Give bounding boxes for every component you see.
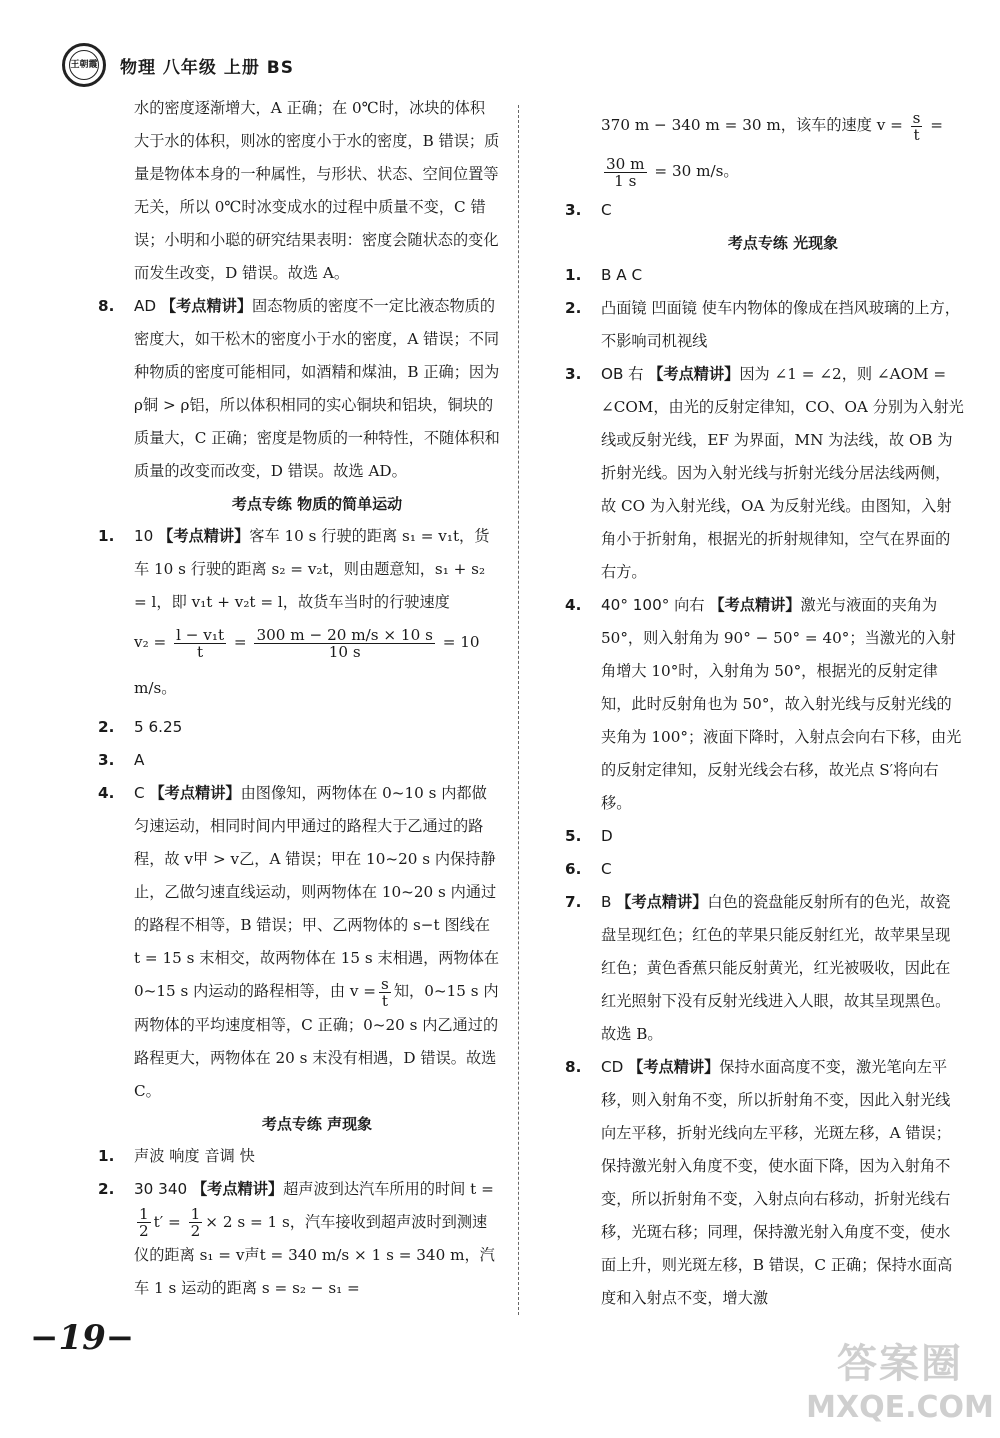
- answer-value: B A C: [601, 266, 643, 284]
- item-number: 4.: [98, 784, 115, 802]
- answer-item-3-motion: [98, 744, 500, 777]
- continued-answer-text: 水的密度逐渐增大，A 正确；在 0℃时，冰块的体积大于水的体积，则冰的密度小于水的密度，B 错误；质量是物体本身的一种属性，与形状、状态、空间位置等无关，所以 0℃时冰变成水的过程中质量不变，C 错误；小明和小聪的研究结果表明：密度会随状态的变化而发生改变，D 错误。故选 A。: [134, 99, 500, 282]
- answer-item-2-light: [565, 292, 965, 358]
- section-title-motion: 考点专练 物质的简单运动: [231, 495, 403, 513]
- explanation-text: 超声波到达汽车所用的时间 t =: [283, 1179, 494, 1198]
- item-number: 2.: [98, 718, 115, 736]
- item-number: 2.: [565, 299, 582, 317]
- answer-value: C: [601, 201, 612, 219]
- section-title-light: 考点专练 光现象: [727, 234, 839, 252]
- item-number: 3.: [565, 365, 582, 383]
- answer-item-8: [98, 290, 500, 488]
- denominator: 10 s: [328, 642, 361, 661]
- fraction: [137, 1206, 151, 1239]
- explanation-text: 白色的瓷盘能反射所有的色光，故瓷盘呈现红色；红色的苹果只能反射红光，故苹果呈现红色；黄色香蕉只能反射黄光，红光被吸收，因此在红光照射下没有反射光线进入人眼，故其呈现黑色。故选 B。: [601, 893, 951, 1043]
- watermark: [800, 1338, 1000, 1438]
- watermark-logo-text: 答案圈: [837, 1341, 963, 1387]
- answer-value: D: [601, 827, 613, 845]
- left-column: [98, 92, 500, 1305]
- item-number: 5.: [565, 827, 582, 845]
- answer-value: OB 右: [601, 365, 644, 383]
- page-number: −19−: [30, 1318, 135, 1358]
- explanation-text: 保持水面高度不变，激光笔向左平移，则入射角不变，所以折射角不变，因此入射光线向左平移，折射光线向左平移，光斑左移，A 错误；保持激光射入角度不变，使水面下降，因为入射角不变，所以折射角不变，入射点向右移动，折射光线右移，光斑右移；同理，保持激光射入角度不变，使水面上升，则光斑左移，B 错误，C 正确；保持水面高度和入射点不变，增大激: [601, 1058, 953, 1307]
- answer-value: 声波 响度 音调 快: [134, 1146, 255, 1165]
- explanation-tag: 【考点精讲】: [616, 893, 708, 911]
- explanation-tag: 【考点精讲】: [628, 1058, 720, 1076]
- explanation-tag: 【考点精讲】: [158, 527, 250, 545]
- numerator: 300 m − 20 m/s × 10 s: [256, 625, 433, 644]
- answer-item-5-light: [565, 820, 965, 853]
- numerator: 1: [139, 1205, 149, 1223]
- watermark-url: MXQE.COM: [806, 1390, 994, 1425]
- explanation-tag: 【考点精讲】: [648, 365, 740, 383]
- equation-result: = 10 m/s。: [134, 633, 480, 697]
- fraction: [174, 627, 226, 660]
- item-number: 4.: [565, 596, 582, 614]
- numerator: s: [912, 108, 921, 127]
- answer-item-1-light: [565, 259, 965, 292]
- denominator: 2: [139, 1222, 149, 1240]
- denominator: t: [381, 991, 388, 1010]
- answer-choice: C: [134, 784, 145, 802]
- answer-item-4-motion: [98, 777, 500, 1108]
- item-number: 6.: [565, 860, 582, 878]
- item-number: 3.: [565, 201, 582, 219]
- item-number: 1.: [98, 527, 115, 545]
- numerator: s: [381, 974, 389, 993]
- speed-calculation: [565, 102, 965, 194]
- answer-value: C: [601, 860, 612, 878]
- denominator: 2: [190, 1222, 201, 1240]
- equals-sign: =: [233, 633, 247, 651]
- fraction: [189, 1206, 203, 1239]
- answer-choice: AD: [134, 297, 157, 315]
- answer-choice: B: [601, 893, 612, 911]
- explanation-tag: 【考点精讲】: [160, 297, 253, 315]
- answer-value: 40° 100° 向右: [601, 596, 705, 614]
- book-title: 物理 八年级 上册 BS: [120, 57, 294, 78]
- item-number: 2.: [98, 1179, 115, 1198]
- item-number: 1.: [98, 1146, 115, 1165]
- section-title-sound: 考点专练 声现象: [261, 1114, 373, 1133]
- equation-lhs: v₂ =: [134, 633, 167, 651]
- velocity-equation: [134, 619, 500, 711]
- fraction: [911, 110, 923, 143]
- answer-item-4-light: [565, 589, 965, 820]
- explanation-text: 因为 ∠1 = ∠2，则 ∠AOM = ∠COM，由光的反射定律知，CO、OA 分别为入射光线或反射光线，EF 为界面，MN 为法线，故 OB 为折射光线。因为入射光线与折射光线分居法线两侧，故 CO 为入射光线，OA 为反射光线。由图知，入射角小于折射角，根据光的折射规律知，空气在界面的右方。: [601, 365, 964, 581]
- answer-item-3-sound: [565, 194, 965, 227]
- answer-value: 凸面镜 凹面镜 使车内物体的像成在挡风玻璃的上方，不影响司机视线: [601, 299, 960, 350]
- explanation-text: 激光与液面的夹角为 50°，则入射角为 90° − 50° = 40°；当激光的入射角增大 10°时，入射角为 50°，根据光的反射定律知，此时反射角也为 50°，故入射光线与反射光线的夹角为 100°；液面下降时，入射点会向右下移，由光的反射定律知，反射光线会右移，故光点 S′将向右移。: [601, 596, 962, 812]
- answer-choice: CD: [601, 1058, 624, 1076]
- answer-item-1-motion: [98, 520, 500, 711]
- item-number: 7.: [565, 893, 582, 911]
- answer-item-2-motion: [98, 711, 500, 744]
- answer-item-7-light: [565, 886, 965, 1051]
- denominator: 1 s: [614, 171, 637, 190]
- column-divider: [518, 105, 519, 1315]
- fraction: [379, 976, 391, 1009]
- numerator: 30 m: [606, 154, 645, 173]
- fraction: [604, 156, 647, 189]
- item-number: 8.: [98, 297, 115, 315]
- equation-term: t′ =: [153, 1212, 181, 1231]
- item-number: 1.: [565, 266, 582, 284]
- answer-item-1-sound: [98, 1140, 500, 1173]
- explanation-text: 客车 10 s 行驶的距离 s₁ = v₁t，货车 10 s 行驶的距离 s₂ = v₂t，则由题意知，s₁ + s₂ = l，即 v₁t + v₂t = l，故货车当时的行驶速度: [134, 527, 490, 611]
- answer-item-2-sound: [98, 1173, 500, 1306]
- equation-lhs: v =: [349, 982, 377, 1000]
- item-number: 8.: [565, 1058, 582, 1076]
- answer-item-3-light: [565, 358, 965, 589]
- explanation-tag: 【考点精讲】: [149, 784, 241, 802]
- answer-item-8-light: [565, 1051, 965, 1315]
- explanation-tag: 【考点精讲】: [709, 596, 801, 614]
- answer-value: 10: [134, 527, 154, 545]
- answer-value: A: [134, 751, 145, 769]
- fraction: [254, 627, 434, 660]
- denominator: t: [197, 642, 204, 661]
- explanation-text: 固态物质的密度不一定比液态物质的密度大，如干松木的密度小于水的密度，A 错误；不同种物质的密度可能相同，如酒精和煤油，B 正确；因为 ρ铜 > ρ铝，所以体积相同的实心铜块和铝块，铜块的质量大，C 正确；密度是物质的一种特性，不随体积和质量的改变而改变，D 错误。故选 AD。: [134, 297, 500, 480]
- explanation-text-continued: × 2 s = 1 s，汽车接收到超声波时到测速仪的距离 s₁ = v声t = 340 m/s × 1 s = 340 m，汽车 1 s 运动的距离 s = s₂ − s₁ =: [134, 1212, 495, 1297]
- logo-text: 王朝霞: [69, 50, 99, 80]
- answer-item-6-light: [565, 853, 965, 886]
- right-column: [565, 102, 965, 1315]
- explanation-text-continued: 知，0~15 s 内两物体的平均速度相等，C 正确；0~20 s 内乙通过的路程更大，两物体在 20 s 末没有相遇，D 错误。故选 C。: [134, 982, 499, 1100]
- page-header: [62, 40, 294, 90]
- equation-result: = 30 m/s。: [654, 162, 739, 180]
- denominator: t: [913, 125, 920, 144]
- item-number: 3.: [98, 751, 115, 769]
- numerator: l − v₁t: [176, 625, 225, 644]
- publisher-logo: [62, 43, 106, 87]
- explanation-tag: 【考点精讲】: [191, 1179, 284, 1198]
- numerator: 1: [190, 1205, 201, 1223]
- answer-value: 5 6.25: [134, 718, 183, 736]
- explanation-text: 由图像知，两物体在 0~10 s 内都做匀速运动，相同时间内甲通过的路程大于乙通过的路程，故 v甲 > v乙，A 错误；甲在 10~20 s 内保持静止，乙做匀速直线运动，则两物体在 10~20 s 内通过的路程不相等，B 错误；甲、乙两物体的 s−t 图线在 t = 15 s 末相交，故两物体在 15 s 末相遇，两物体在 0~15 s 内运动的路程相等，由: [134, 784, 500, 1000]
- answer-value: 30 340: [134, 1179, 188, 1198]
- equals-sign: =: [930, 116, 944, 134]
- calculation-text: 370 m − 340 m = 30 m，该车的速度 v =: [601, 116, 903, 134]
